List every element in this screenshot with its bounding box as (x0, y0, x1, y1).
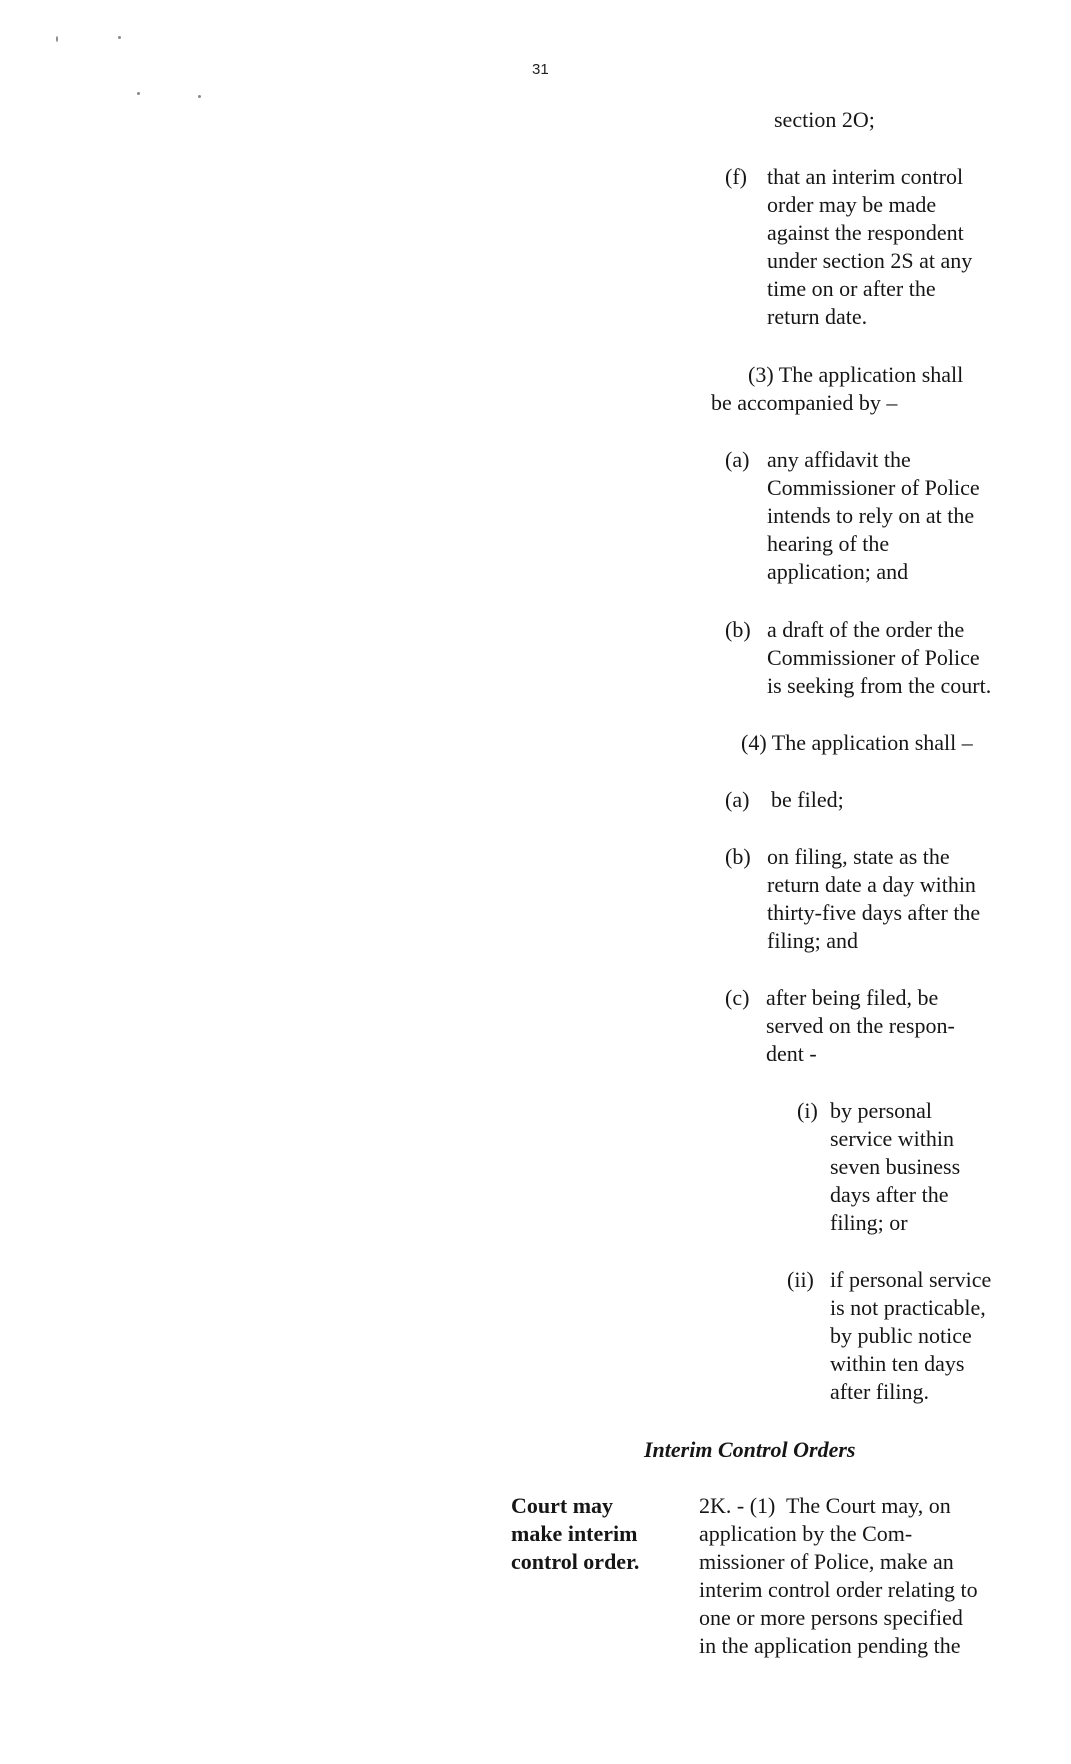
item-3a-line: intends to rely on at the (767, 503, 975, 528)
item-4c-ii-line: is not practicable, (830, 1295, 986, 1320)
item-3a-marker: (a) (725, 447, 750, 472)
item-4c-i-line: seven business (830, 1154, 961, 1179)
scan-speck (118, 36, 121, 39)
item-4c-i-line: by personal (830, 1098, 933, 1123)
page-number: 31 (532, 61, 549, 78)
item-3a-line: hearing of the (767, 531, 890, 556)
side-note-line: control order. (511, 1549, 640, 1574)
side-note-line: Court may (511, 1493, 614, 1518)
item-3b-line: Commissioner of Police (767, 645, 980, 670)
item-3a-text (767, 446, 980, 586)
item-f-line: under section 2S at any (767, 248, 973, 273)
item-4c-i-line: days after the (830, 1182, 949, 1207)
item-4a-text (771, 786, 844, 814)
subsection-4-text: (4) The application shall – (741, 730, 973, 755)
item-4a-marker: (a) (725, 787, 750, 812)
item-3b-line: is seeking from the court. (767, 673, 992, 698)
item-4c-i-line: filing; or (830, 1210, 908, 1235)
item-4c-i-marker: (i) (797, 1098, 818, 1123)
item-4c-ii-marker: (ii) (787, 1267, 814, 1292)
section-2k-line: missioner of Police, make an (699, 1549, 954, 1574)
scan-speck (137, 92, 140, 95)
item-3a-line: any affidavit the (767, 447, 911, 472)
item-f-marker: (f) (725, 164, 747, 189)
item-4c-text (766, 984, 955, 1068)
item-f-text (767, 163, 972, 331)
item-4c-i-text (830, 1097, 960, 1237)
item-4b-line: on filing, state as the (767, 844, 950, 869)
item-4c-ii-line: within ten days (830, 1351, 965, 1376)
item-f-line: time on or after the (767, 276, 936, 301)
subsection-3-line: (3) The application shall (748, 362, 964, 387)
item-4c-line: served on the respon- (766, 1013, 955, 1038)
item-3b-line: a draft of the order the (767, 617, 965, 642)
side-note (511, 1492, 639, 1576)
item-4c-marker: (c) (725, 985, 750, 1010)
section-2k-line: in the application pending the (699, 1633, 961, 1658)
item-4c-line: dent - (766, 1041, 817, 1066)
item-f-line: against the respondent (767, 220, 964, 245)
continuation-text: section 2O; (774, 107, 875, 132)
item-4c-i-line: service within (830, 1126, 955, 1151)
section-heading: Interim Control Orders (644, 1437, 856, 1462)
item-4b-line: return date a day within (767, 872, 976, 897)
scan-speck (56, 36, 58, 42)
item-f-line: return date. (767, 304, 868, 329)
item-4b-line: thirty-five days after the (767, 900, 981, 925)
item-4c-ii-line: after filing. (830, 1379, 929, 1404)
item-4b-line: filing; and (767, 928, 859, 953)
section-2k-line: 2K. - (1) The Court may, on (699, 1493, 951, 1518)
item-4c-ii-line: by public notice (830, 1323, 972, 1348)
side-note-line: make interim (511, 1521, 638, 1546)
scan-speck (198, 95, 201, 98)
item-3a-line: Commissioner of Police (767, 475, 980, 500)
section-2k-line: interim control order relating to (699, 1577, 978, 1602)
item-f-line: order may be made (767, 192, 937, 217)
section-2k-line: one or more persons specified (699, 1605, 963, 1630)
item-4c-ii-line: if personal service (830, 1267, 992, 1292)
item-f-line: that an interim control (767, 164, 964, 189)
item-4b-marker: (b) (725, 844, 751, 869)
subsection-3-line: be accompanied by – (711, 390, 898, 415)
item-4b-text (767, 843, 980, 955)
item-3b-text (767, 616, 991, 700)
item-4a-line: be filed; (771, 787, 844, 812)
item-3b-marker: (b) (725, 617, 751, 642)
item-4c-line: after being filed, be (766, 985, 939, 1010)
section-2k-text (699, 1492, 978, 1660)
item-4c-ii-text (830, 1266, 991, 1406)
item-3a-line: application; and (767, 559, 909, 584)
section-2k-line: application by the Com- (699, 1521, 913, 1546)
